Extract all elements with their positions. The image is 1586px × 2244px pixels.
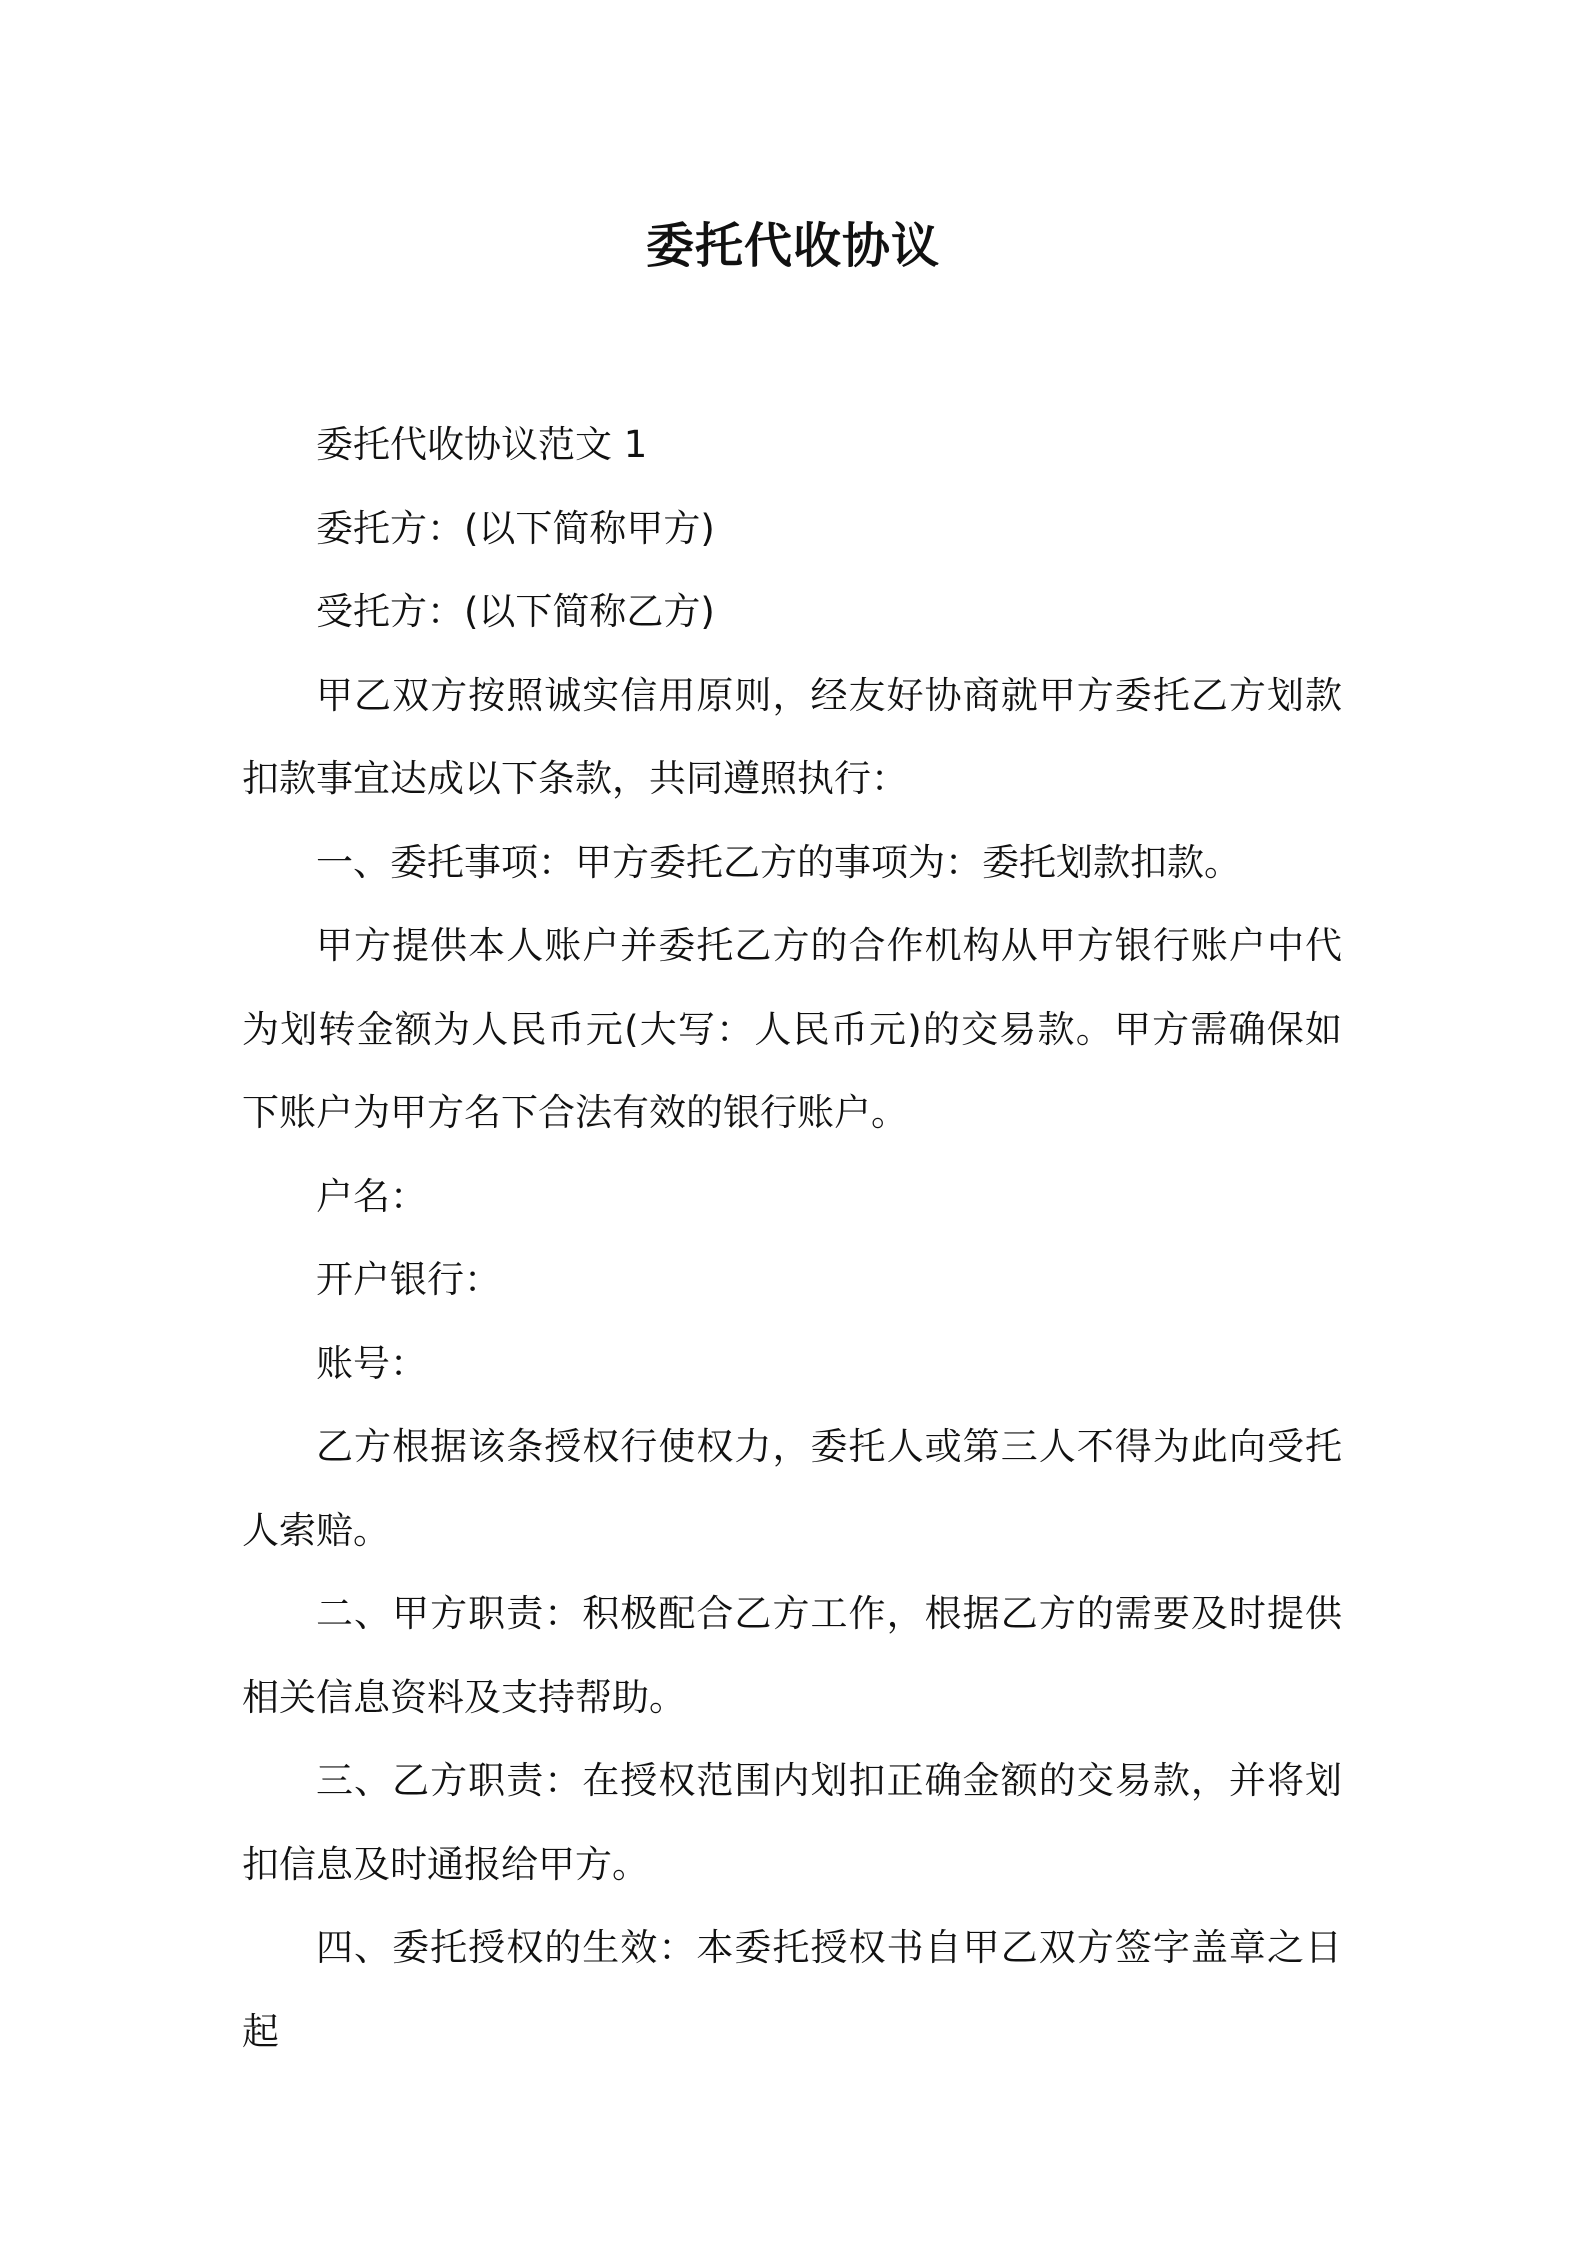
paragraph-bank-name: 开户银行： — [316, 1258, 501, 1301]
document-title: 委托代收协议 — [645, 218, 940, 274]
paragraph-clause-1: 一、委托事项：甲方委托乙方的事项为：委托划款扣款。 — [316, 840, 1241, 884]
paragraph-agent: 受托方：(以下简称乙方) — [316, 590, 715, 633]
paragraph-account-name: 户名： — [316, 1174, 427, 1218]
paragraph-clause-4: 四、委托授权的生效：本委托授权书自甲乙双方签字盖章之日起 — [242, 1926, 1342, 2053]
paragraph-account-number: 账号： — [316, 1341, 427, 1385]
paragraph-authorization-rights: 乙方根据该条授权行使权力，委托人或第三人不得为此向受托人索赔。 — [242, 1425, 1342, 1552]
paragraph-preamble: 甲乙双方按照诚实信用原则，经友好协商就甲方委托乙方划款扣款事宜达成以下条款，共同遵照执行： — [242, 673, 1342, 800]
paragraph-account-description: 甲方提供本人账户并委托乙方的合作机构从甲方银行账户中代为划转金额为人民币元(大写：人民币元)的交易款。甲方需确保如下账户为甲方名下合法有效的银行账户。 — [242, 924, 1342, 1134]
paragraph-sample-heading: 委托代收协议范文 1 — [316, 423, 648, 466]
paragraph-principal: 委托方：(以下简称甲方) — [316, 506, 715, 550]
paragraph-clause-3: 三、乙方职责：在授权范围内划扣正确金额的交易款，并将划扣信息及时通报给甲方。 — [242, 1759, 1342, 1886]
paragraph-clause-2: 二、甲方职责：积极配合乙方工作，根据乙方的需要及时提供相关信息资料及支持帮助。 — [242, 1592, 1342, 1719]
document-body — [242, 403, 1342, 2073]
